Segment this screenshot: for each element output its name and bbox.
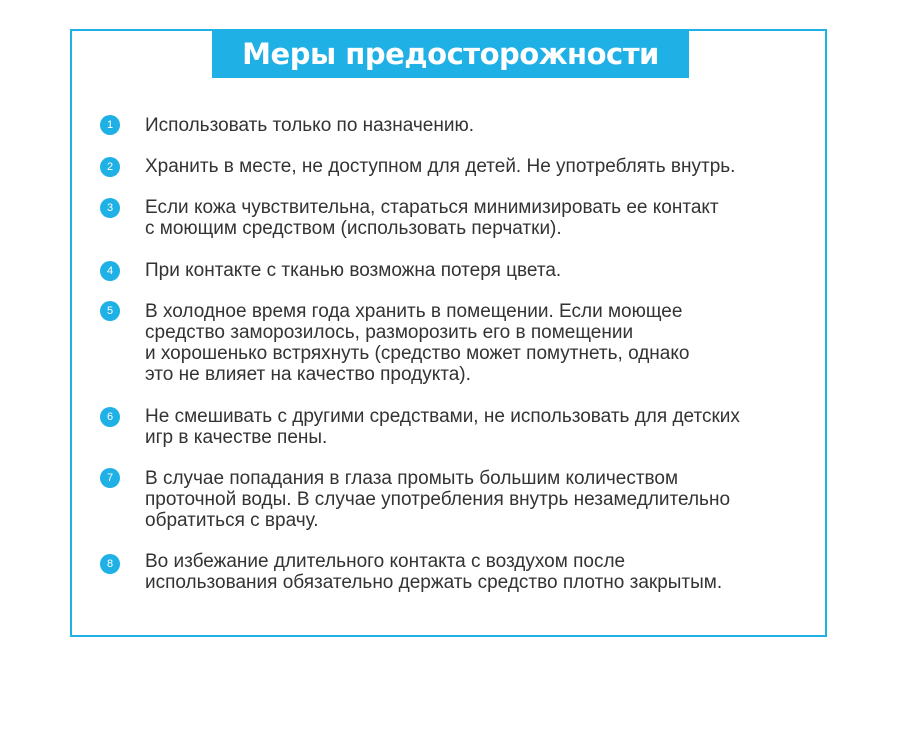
item-text: При контакте с тканью возможна потеря цвета.	[145, 260, 562, 281]
item-text: Использовать только по назначению.	[145, 115, 474, 136]
item-number-badge: 4	[100, 261, 120, 281]
item-text: Хранить в месте, не доступном для детей. Не употреблять внутрь.	[145, 156, 736, 177]
item-text: Во избежание длительного контакта с воздухом после использования обязательно держать средство плотно закрытым.	[145, 551, 723, 593]
item-number-badge: 7	[100, 468, 120, 488]
item-text: Если кожа чувствительна, стараться минимизировать ее контакт с моющим средством (использовать перчатки).	[145, 197, 719, 239]
item-text: В случае попадания в глаза промыть большим количеством проточной воды. В случае употребления внутрь незамедлительно обратиться с врачу.	[145, 468, 731, 531]
item-number-badge: 5	[100, 301, 120, 321]
item-number-badge: 1	[100, 115, 120, 135]
item-number-badge: 2	[100, 157, 120, 177]
item-number-badge: 6	[100, 407, 120, 427]
item-text: В холодное время года хранить в помещении. Если моющее средство заморозилось, разморозить его в помещении и хорошенько встряхнуть (средство может помутнеть, однако это не влияет на качество продукта).	[145, 301, 690, 385]
item-number-badge: 3	[100, 198, 120, 218]
item-number-badge: 8	[100, 554, 120, 574]
item-text: Не смешивать с другими средствами, не использовать для детских игр в качестве пены.	[145, 406, 740, 448]
page-title: Меры предосторожности	[212, 31, 689, 78]
